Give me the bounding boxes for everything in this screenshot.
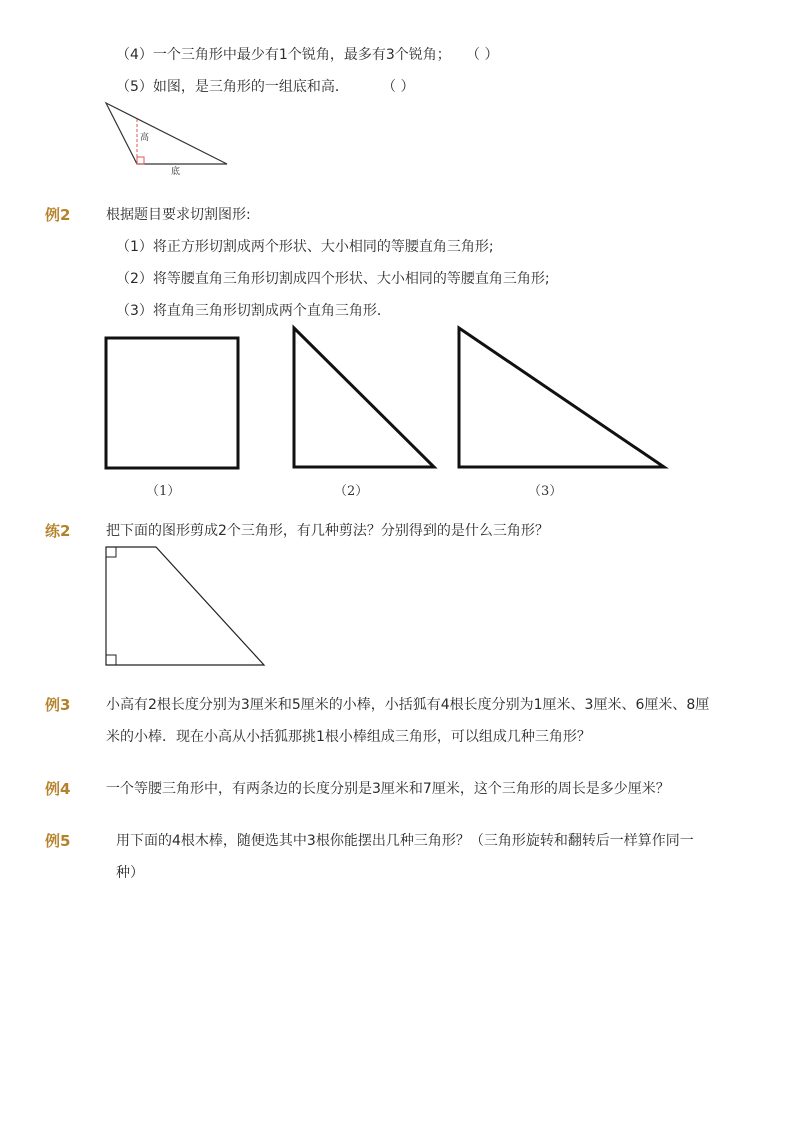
height-label: 高 xyxy=(140,133,150,143)
example-2-label: 例2 xyxy=(45,206,71,224)
example-3-line-2: 米的小棒．现在小高从小括狐那挑1根小棒组成三角形，可以组成几种三角形？ xyxy=(106,729,591,745)
example-2-line-1: （1）将正方形切割成两个形状、大小相同的等腰直角三角形; xyxy=(116,239,494,255)
item-4-answer-paren: （ ） xyxy=(466,47,499,63)
example-3-line-1: 小高有2根长度分别为3厘米和5厘米的小棒，小括狐有4根长度分别为1厘米、3厘米、6厘米、8厘 xyxy=(106,697,710,713)
practice-2-label: 练2 xyxy=(45,522,71,540)
item-5-text: （5）如图，是三角形的一组底和高． xyxy=(116,79,349,95)
figure-caption-1: （1） xyxy=(146,484,181,499)
example-2-intro: 根据题目要求切割图形: xyxy=(106,207,251,223)
example-3-label: 例3 xyxy=(45,696,71,714)
example-5-line-1: 用下面的4根木棒，随便选其中3根你能摆出几种三角形？（三角形旋转和翻转后一样算作同一 xyxy=(116,833,694,849)
practice-2-text: 把下面的图形剪成2个三角形，有几种剪法？分别得到的是什么三角形？ xyxy=(106,523,549,539)
square-figure xyxy=(106,338,238,468)
obtuse-triangle-figure xyxy=(106,103,227,164)
item-4-text: （4）一个三角形中最少有1个锐角，最多有3个锐角； xyxy=(116,47,451,63)
isosceles-right-triangle-figure xyxy=(294,328,434,467)
figure-caption-3: （3） xyxy=(528,484,563,499)
right-triangle-figure xyxy=(459,328,664,467)
example-5-label: 例5 xyxy=(45,832,71,850)
example-2-line-2: （2）将等腰直角三角形切割成四个形状、大小相同的等腰直角三角形; xyxy=(116,271,550,287)
example-5-line-2: 种） xyxy=(116,865,144,881)
example-4-label: 例4 xyxy=(45,780,71,798)
right-trapezoid-figure xyxy=(106,547,264,665)
example-2-line-3: （3）将直角三角形切割成两个直角三角形． xyxy=(116,303,391,319)
bottom-right-angle-marker xyxy=(106,655,116,665)
item-5-answer-paren: （ ） xyxy=(382,79,415,95)
figure-caption-2: （2） xyxy=(334,484,369,499)
right-angle-marker xyxy=(137,157,144,164)
example-4-text: 一个等腰三角形中，有两条边的长度分别是3厘米和7厘米，这个三角形的周长是多少厘米？ xyxy=(106,781,670,797)
base-label: 底 xyxy=(171,167,181,177)
top-right-angle-marker xyxy=(106,547,116,557)
